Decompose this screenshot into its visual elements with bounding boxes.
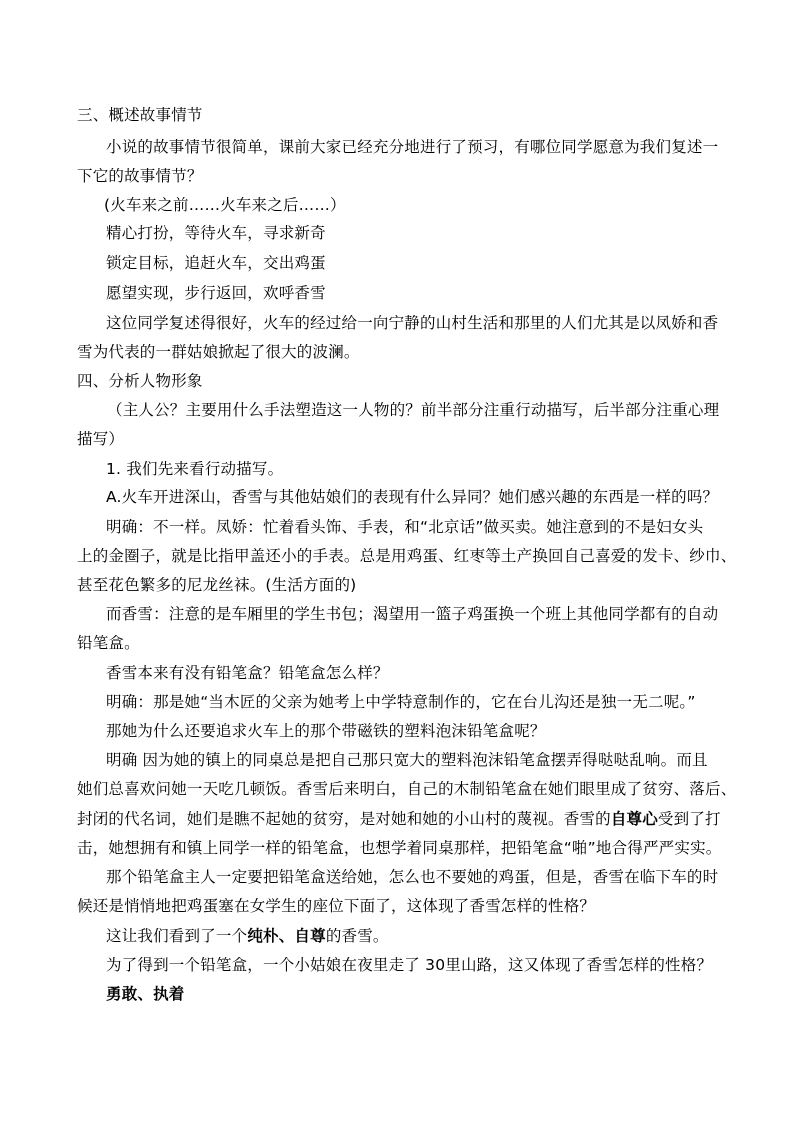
- paragraph-line: 为了得到一个铅笔盒，一个小姑娘在夜里走了 30里山路，这又体现了香雪怎样的性格？: [106, 956, 713, 974]
- paragraph-line: 香雪本来有没有铅笔盒？铅笔盒怎么样？: [106, 664, 389, 682]
- text-run: 受到了打: [657, 810, 721, 828]
- paragraph-line: 那个铅笔盒主人一定要把铅笔盒送给她，怎么也不要她的鸡蛋，但是，香雪在临下车的时: [106, 868, 719, 886]
- paragraph-line: 明确：不一样。凤娇：忙着看头饰、手表，和“北京话”做买卖。她注意到的不是妇女头: [106, 518, 704, 536]
- paragraph-line: （主人公？主要用什么手法塑造这一人物的？前半部分注重行动描写，后半部分注重心理: [107, 401, 720, 419]
- paragraph-line: [106, 926, 389, 946]
- paragraph-line: [77, 809, 721, 829]
- paragraph-line: A.火车开进深山，香雪与其他姑娘们的表现有什么异同？她们感兴趣的东西是一样的吗？: [106, 488, 719, 506]
- paragraph-line: 而香雪：注意的是车厢里的学生书包；渴望用一篮子鸡蛋换一个班上其他同学都有的自动: [106, 605, 719, 623]
- plot-summary-line: 精心打扮，等待火车，寻求新奇: [106, 224, 326, 242]
- paragraph-line: 1. 我们先来看行动描写。: [106, 460, 284, 478]
- paragraph-line: 小说的故事情节很简单，课前大家已经充分地进行了预习，有哪位同学愿意为我们复述一: [106, 138, 719, 156]
- paragraph-line: 上的金圈子，就是比指甲盖还小的手表。总是用鸡蛋、红枣等土产换回自己喜爱的发卡、纱巾、: [77, 547, 737, 565]
- text-run: 封闭的代名词，她们是瞧不起她的贫穷，是对她和她的小山村的蔑视。香雪的: [77, 810, 611, 828]
- paragraph-line: 击，她想拥有和镇上同学一样的铅笔盒，也想学着同桌那样，把铅笔盒“啪”地合得严严实实。: [77, 839, 722, 857]
- paragraph-line: 下它的故事情节？: [77, 167, 203, 185]
- text-run: 的香雪。: [325, 927, 389, 945]
- paragraph-line: 甚至花色繁多的尼龙丝袜。(生活方面的): [77, 576, 357, 594]
- emphasis-self-esteem: 自尊心: [610, 810, 658, 828]
- plot-summary-line: 锁定目标，追赶火车，交出鸡蛋: [106, 254, 326, 272]
- paragraph-line: 雪为代表的一群姑娘掀起了很大的波澜。: [77, 343, 360, 361]
- paragraph-line: 明确 因为她的镇上的同桌总是把自己那只宽大的塑料泡沫铅笔盒摆弄得哒哒乱响。而且: [106, 751, 708, 769]
- paragraph-line: 铅笔盒。: [77, 634, 140, 652]
- text-run: 这让我们看到了一个: [106, 927, 248, 945]
- paragraph-line: 明确：那是她“当木匠的父亲为她考上中学特意制作的，它在台儿沟还是独一无二呢。”: [106, 693, 696, 711]
- paragraph-line: 这位同学复述得很好，火车的经过给一向宁静的山村生活和那里的人们尤其是以凤娇和香: [106, 314, 719, 332]
- section-heading-4: 四、分析人物形象: [77, 372, 203, 390]
- paragraph-line: 描写）: [77, 430, 125, 448]
- paragraph-line: 她们总喜欢问她一天吃几顿饭。香雪后来明白，自己的木制铅笔盒在她们眼里成了贫穷、落后、: [77, 780, 737, 798]
- section-heading-3: 三、概述故事情节: [77, 106, 203, 124]
- paragraph-line: 候还是悄悄地把鸡蛋塞在女学生的座位下面了，这体现了香雪怎样的性格？: [77, 897, 596, 915]
- emphasis-simple-proud: 纯朴、自尊: [247, 927, 326, 945]
- paragraph-line: 那她为什么还要追求火车上的那个带磁铁的塑料泡沫铅笔盒呢？: [106, 722, 546, 740]
- plot-summary-line: 愿望实现，步行返回，欢呼香雪: [106, 284, 326, 302]
- paragraph-line: (火车来之前……火车来之后……）: [104, 196, 346, 214]
- emphasis-brave-persistent: 勇敢、执着: [106, 985, 185, 1003]
